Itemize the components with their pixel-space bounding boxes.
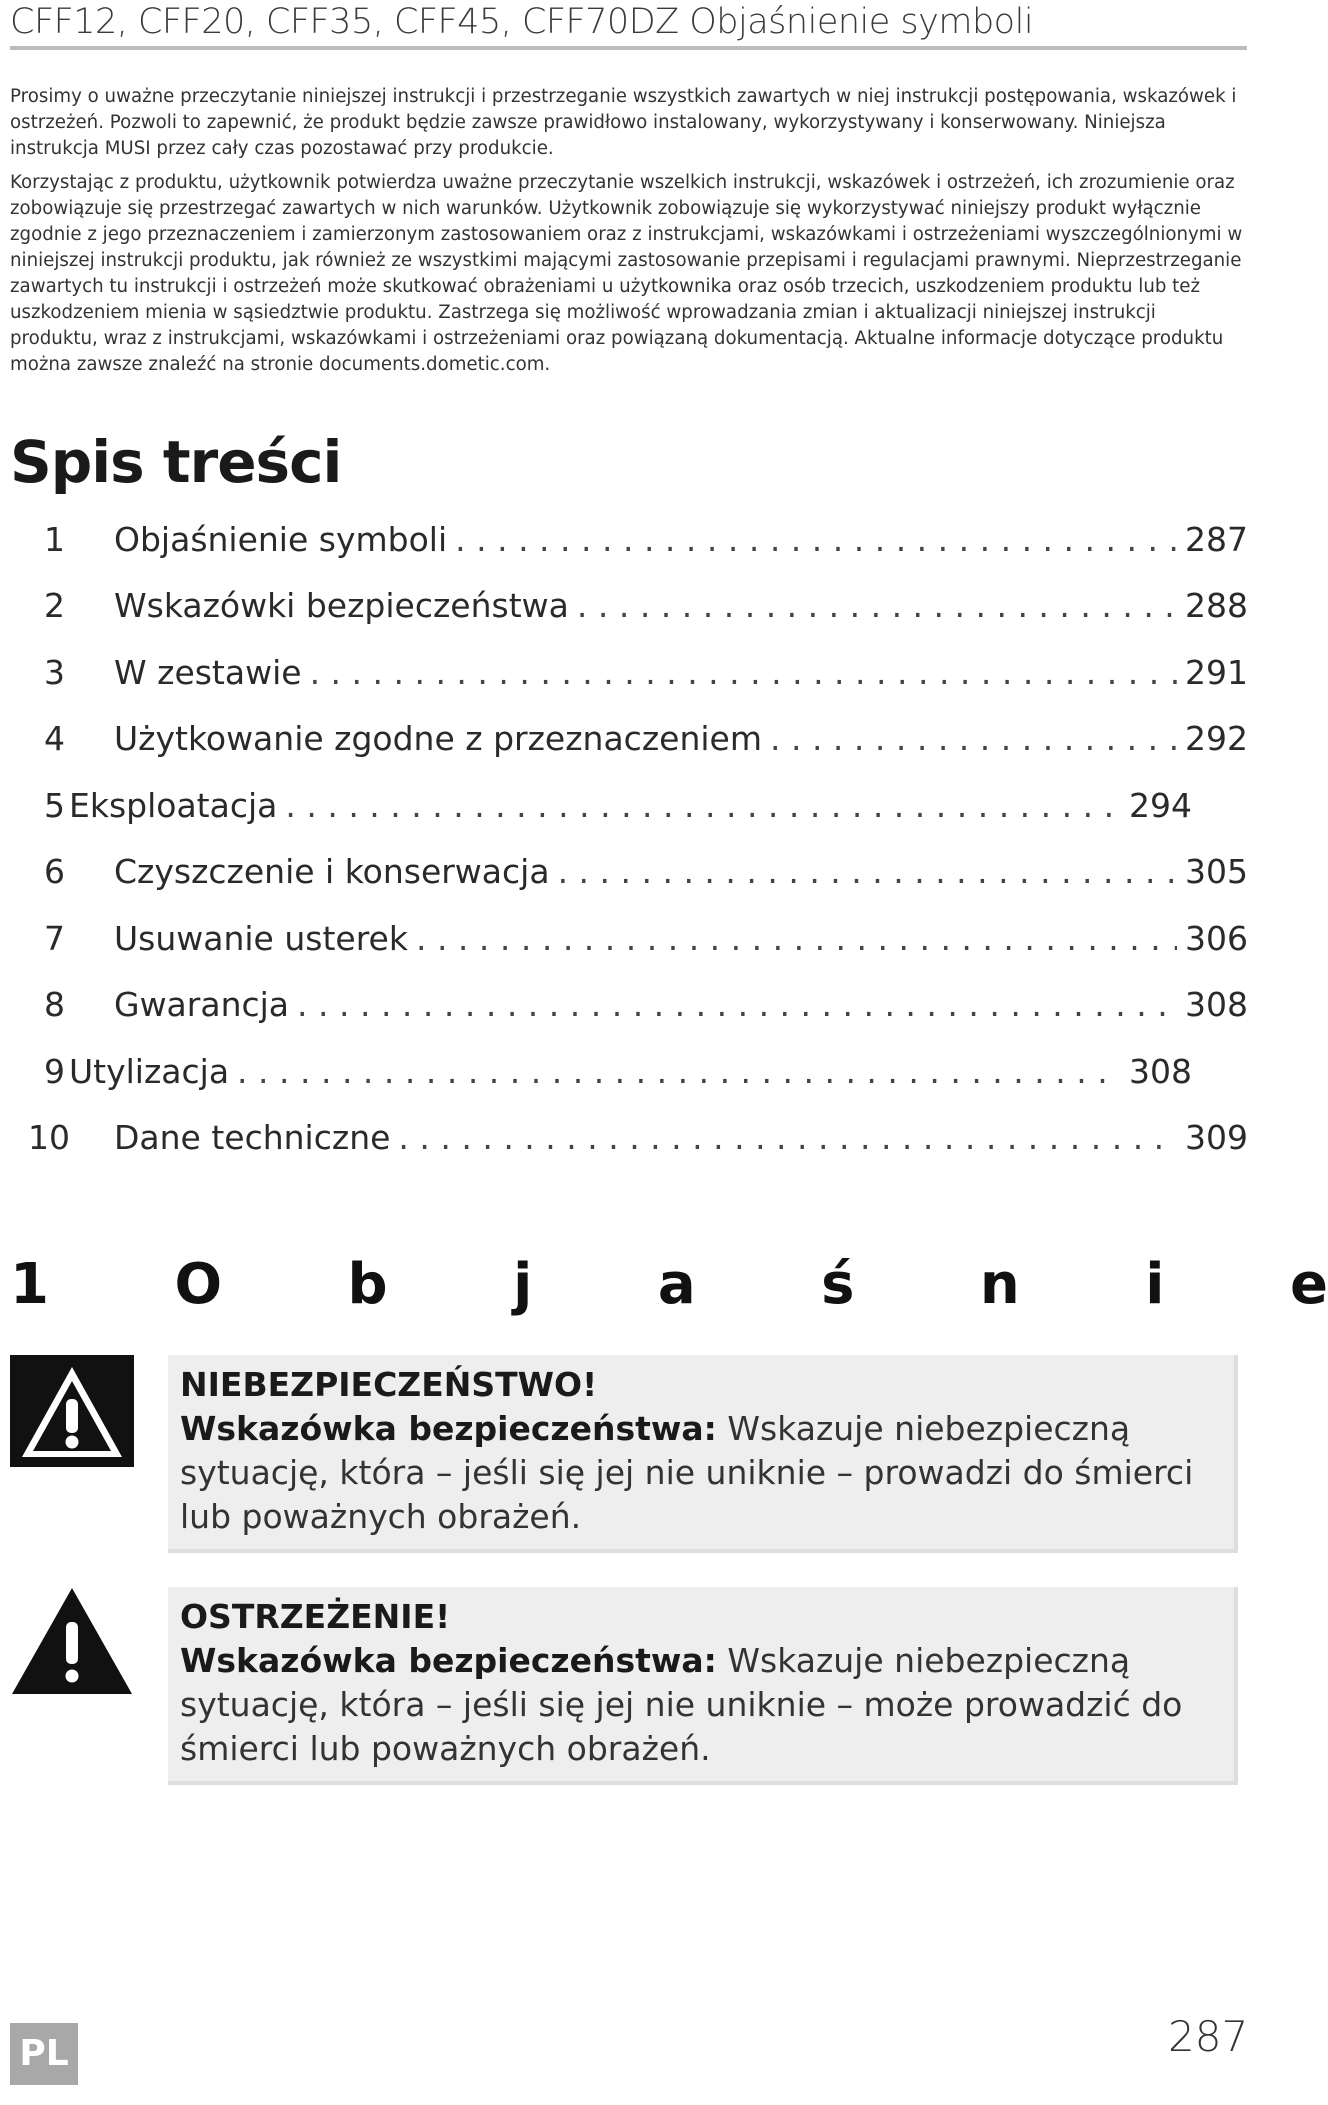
section-heading-char: n xyxy=(979,1252,1020,1317)
section-heading-char: i xyxy=(1145,1252,1165,1317)
warning-notice-label: Wskazówka bezpieczeństwa: xyxy=(180,1641,717,1680)
toc-entry-page: 291 xyxy=(1185,653,1248,692)
danger-warning-icon xyxy=(10,1355,134,1467)
section-heading-char: a xyxy=(657,1252,696,1317)
toc-entry-page: 306 xyxy=(1185,919,1248,958)
toc-entry-number: 10 xyxy=(28,1118,70,1157)
toc-entry-7[interactable] xyxy=(44,919,1248,965)
toc-entry-title: Czyszczenie i konserwacja xyxy=(114,852,550,891)
toc-entry-number: 8 xyxy=(44,985,65,1024)
section-heading xyxy=(10,1252,1328,1317)
toc-entry-4[interactable] xyxy=(44,719,1248,765)
toc-entry-9[interactable] xyxy=(44,1052,1192,1098)
toc-leader-dots xyxy=(558,852,1177,891)
toc-leader-dots xyxy=(416,919,1177,958)
toc-entry-number: 4 xyxy=(44,719,65,758)
intro-paragraph-2: Korzystając z produktu, użytkownik potwierdza uważne przeczytanie wszelkich instrukcji, wskazówek i ostrzeżeń, ich zrozumienie oraz zobowiązuje się przestrzegać zawartych w nich warunków. Użytkownik zobowiązuje się wykorzystywać niniejszy produkt wyłącznie zgodnie z jego przeznaczeniem i zamierzonym zastosowaniem oraz z instrukcjami, wskazówkami i ostrzeżeniami wyszczególnionymi w niniejszej instrukcji produktu, jak również ze wszystkimi mającymi zastosowanie przepisami i regulacjami prawnymi. Nieprzestrzeganie zawartych tu instrukcji i ostrzeżeń może skutkować obrażeniami u użytkownika oraz osób trzecich, uszkodzeniem produktu lub też uszkodzeniem mienia w sąsiedztwie produktu. Zastrzega się możliwość wprowadzania zmian i aktualizacji niniejszej instrukcji produktu, wraz z instrukcjami, wskazówkami i ostrzeżeniami oraz powiązaną dokumentacją. Aktualne informacje dotyczące produktu można zawsze znaleźć na stronie documents.dometic.com. xyxy=(10,172,1243,375)
toc-leader-dots xyxy=(297,985,1177,1024)
toc-entry-5[interactable] xyxy=(44,786,1192,832)
toc-heading: Spis treści xyxy=(10,428,342,496)
toc-entry-title: Gwarancja xyxy=(114,985,290,1024)
toc-entry-3[interactable] xyxy=(44,653,1248,699)
toc-entry-number: 9 xyxy=(44,1052,65,1091)
danger-notice-box xyxy=(168,1355,1238,1553)
warning-notice-title: OSTRZEŻENIE! xyxy=(180,1597,451,1636)
toc-leader-dots xyxy=(455,520,1177,559)
toc-leader-dots xyxy=(285,786,1121,825)
toc-entry-number: 5 xyxy=(44,786,65,825)
toc-entry-number: 1 xyxy=(44,520,65,559)
section-heading-char: 1 xyxy=(10,1252,49,1317)
intro-text xyxy=(10,84,1248,386)
intro-paragraph-1: Prosimy o uważne przeczytanie niniejszej instrukcji i przestrzeganie wszystkich zawartych w niej instrukcji postępowania, wskazówek i ostrzeżeń. Pozwoli to zapewnić, że produkt będzie zawsze prawidłowo instalowany, wykorzystywany i konserwowany. Niniejsza instrukcja MUSI przez cały czas pozostawać przy produkcie. xyxy=(10,86,1237,159)
page-header-title: CFF12, CFF20, CFF35, CFF45, CFF70DZ Objaśnienie symboli xyxy=(10,2,1034,42)
toc-leader-dots xyxy=(237,1052,1121,1091)
warning-notice-text: Wskazuje niebezpieczną sytuację, która – jeśli się jej nie uniknie – może prowadzić do śmierci lub poważnych obrażeń. xyxy=(180,1641,1183,1768)
toc-entry-page: 308 xyxy=(1129,1052,1192,1091)
toc-entry-title: Wskazówki bezpieczeństwa xyxy=(114,586,569,625)
danger-notice-label: Wskazówka bezpieczeństwa: xyxy=(180,1409,717,1448)
toc-entry-8[interactable] xyxy=(44,985,1248,1031)
danger-notice-body xyxy=(180,1407,1222,1539)
toc-leader-dots xyxy=(398,1118,1177,1157)
warning-notice-box xyxy=(168,1587,1238,1785)
danger-notice-text: Wskazuje niebezpieczną sytuację, która – jeśli się jej nie uniknie – prowadzi do śmierci lub poważnych obrażeń. xyxy=(180,1409,1194,1536)
toc-entry-6[interactable] xyxy=(44,852,1248,898)
toc-leader-dots xyxy=(770,719,1177,758)
toc-entry-title: Użytkowanie zgodne z przeznaczeniem xyxy=(114,719,762,758)
toc-entry-number: 2 xyxy=(44,586,65,625)
toc-entry-title: Eksploatacja xyxy=(69,786,278,825)
toc-entry-number: 3 xyxy=(44,653,65,692)
toc-entry-page: 305 xyxy=(1185,852,1248,891)
section-heading-char: ś xyxy=(821,1252,855,1317)
language-badge: PL xyxy=(10,2023,78,2085)
danger-notice-title: NIEBEZPIECZEŃSTWO! xyxy=(180,1365,598,1404)
toc-entry-number: 7 xyxy=(44,919,65,958)
toc-leader-dots xyxy=(577,586,1177,625)
toc-entry-title: Dane techniczne xyxy=(114,1118,391,1157)
toc-entry-title: W zestawie xyxy=(114,653,302,692)
section-heading-char: b xyxy=(347,1252,388,1317)
toc-entry-page: 294 xyxy=(1129,786,1192,825)
warning-notice-body xyxy=(180,1639,1222,1771)
toc-entry-title: Usuwanie usterek xyxy=(114,919,408,958)
section-heading-char: O xyxy=(174,1252,223,1317)
header-divider xyxy=(10,46,1247,50)
section-heading-char: j xyxy=(513,1252,533,1317)
toc-entry-page: 288 xyxy=(1185,586,1248,625)
toc-entry-2[interactable] xyxy=(44,586,1248,632)
toc-entry-page: 287 xyxy=(1185,520,1248,559)
toc-entry-title: Objaśnienie symboli xyxy=(114,520,448,559)
warning-triangle-icon xyxy=(10,1586,134,1698)
toc-entry-page: 309 xyxy=(1185,1118,1248,1157)
toc-entry-number: 6 xyxy=(44,852,65,891)
toc-entry-page: 292 xyxy=(1185,719,1248,758)
page-number: 287 xyxy=(1168,2012,1249,2061)
toc-leader-dots xyxy=(310,653,1177,692)
toc-entry-10[interactable] xyxy=(28,1118,1248,1164)
toc-entry-title: Utylizacja xyxy=(69,1052,230,1091)
section-heading-char: e xyxy=(1289,1252,1328,1317)
toc-entry-page: 308 xyxy=(1185,985,1248,1024)
toc-entry-1[interactable] xyxy=(44,520,1248,566)
